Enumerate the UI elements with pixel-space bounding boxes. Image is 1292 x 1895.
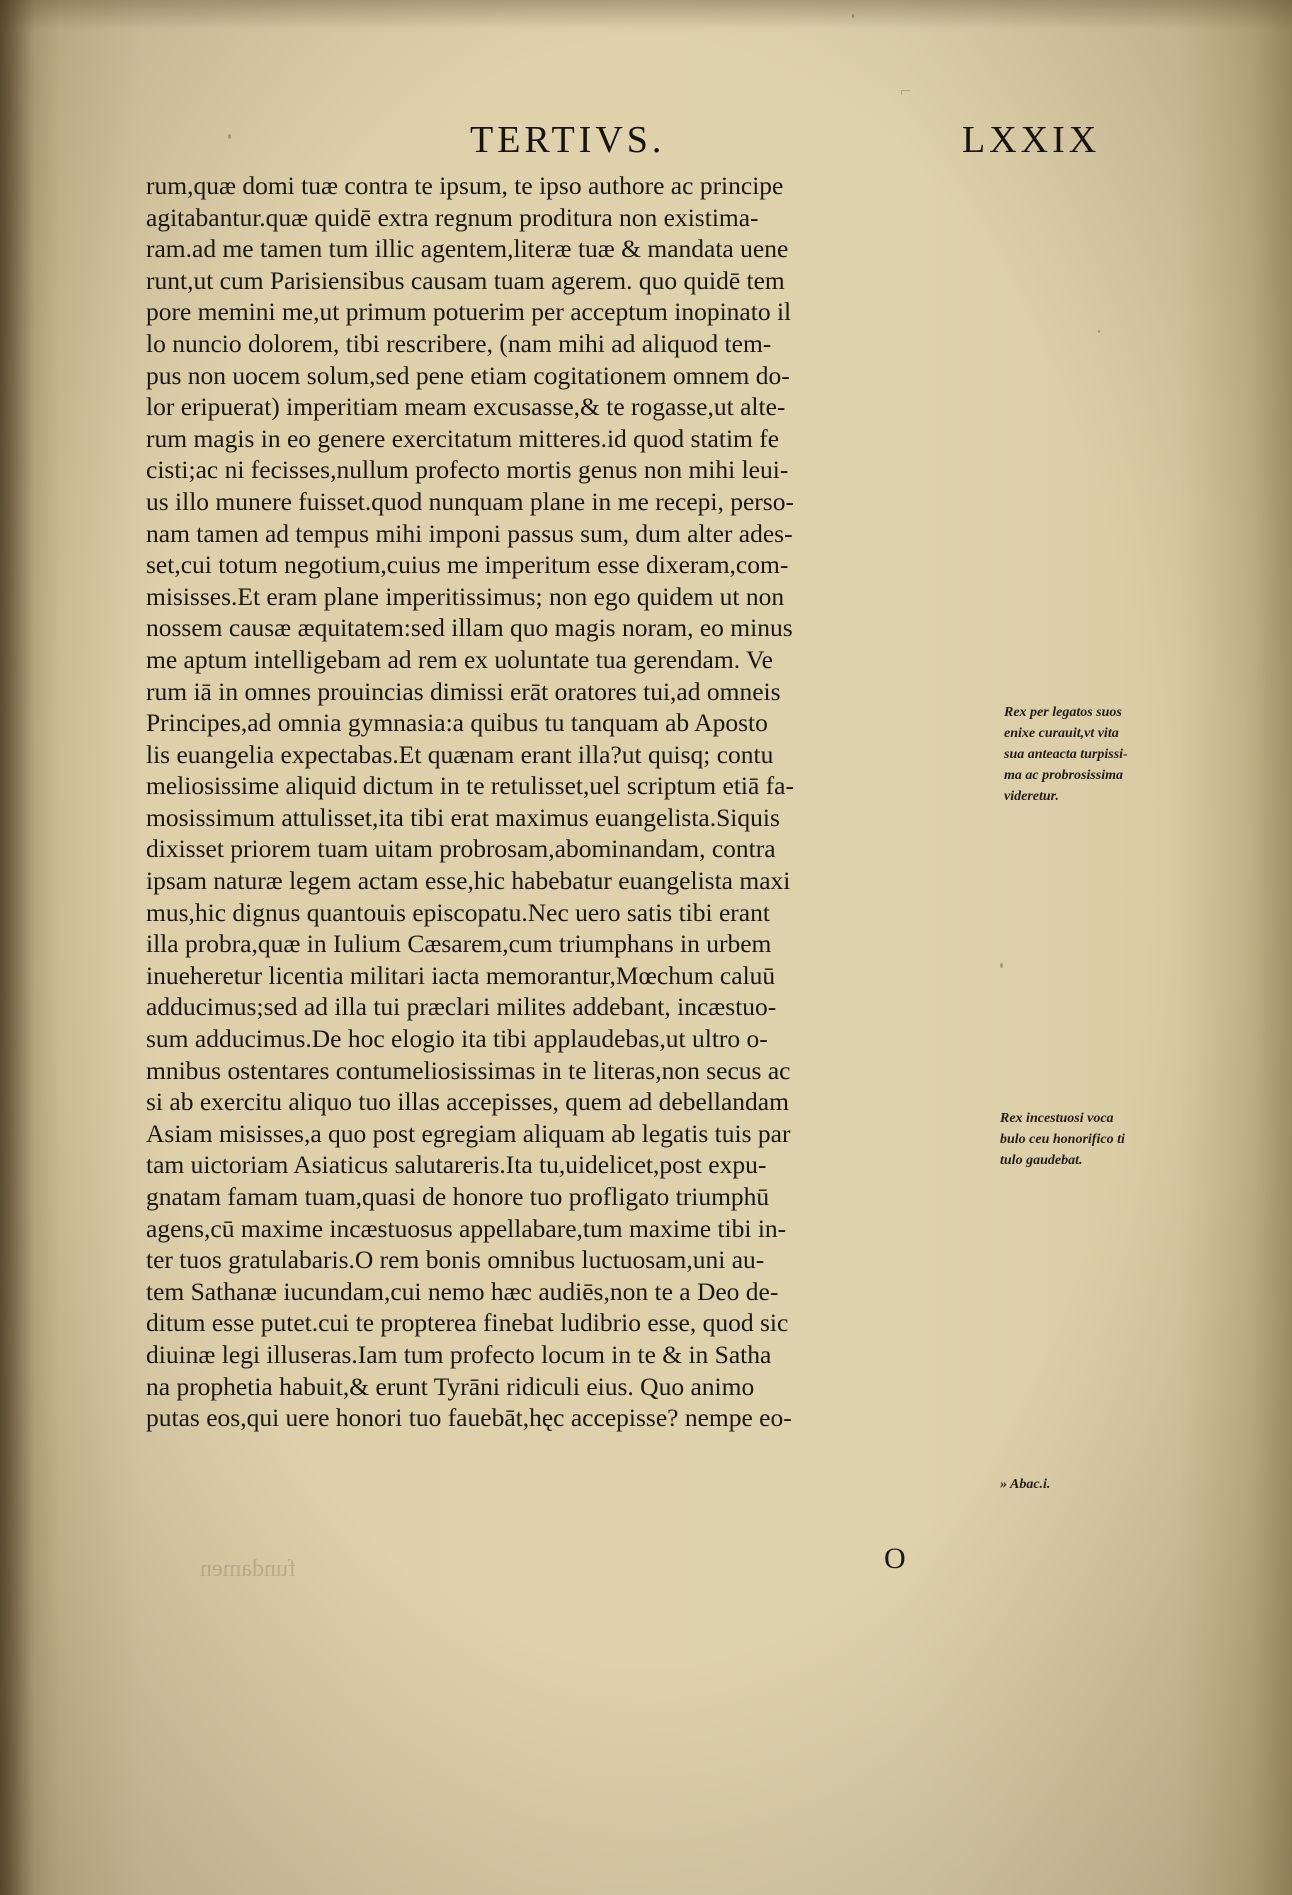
text-line: si ab exercitu aliquo tuo illas accepisses, quem ad debellandam bbox=[146, 1087, 789, 1117]
text-line: me aptum intelligebam ad rem ex uoluntate tua gerendam. Ve bbox=[146, 644, 773, 674]
text-line: cisti;ac ni fecisses,nullum profecto mortis genus non mihi leui- bbox=[146, 455, 789, 485]
text-line: lo nuncio dolorem, tibi rescribere, (nam mihi ad aliquod tem- bbox=[146, 328, 772, 358]
text-line: pore memini me,ut primum potuerim per acceptum inopinato il bbox=[146, 297, 792, 327]
text-line: mosissimum attulisset,ita tibi erat maximus euangelista.Siquis bbox=[146, 802, 780, 832]
text-line: rum magis in eo genere exercitatum mitteres.id quod statim fe bbox=[146, 423, 780, 453]
text-line: set,cui totum negotium,cuius me imperitum esse dixeram,com- bbox=[146, 550, 789, 580]
body-text bbox=[146, 170, 986, 1434]
text-line: mnibus ostentares contumeliosissimas in te literas,non secus ac bbox=[146, 1055, 791, 1085]
marginal-note-line: sua anteacta turpissi- bbox=[1004, 747, 1128, 762]
marginal-reference: » Abac.i. bbox=[1000, 1477, 1051, 1492]
text-line: misisses.Et eram plane imperitissimus; non ego quidem ut non bbox=[146, 581, 785, 611]
text-line: ditum esse putet.cui te propterea finebat ludibrio esse, quod sic bbox=[146, 1308, 789, 1338]
text-line: illa probra,quæ in Iulium Cæsarem,cum triumphans in urbem bbox=[146, 929, 772, 959]
ink-mark: ⌐ bbox=[900, 80, 912, 102]
text-line: ter tuos gratulabaris.O rem bonis omnibus luctuosam,uni au- bbox=[146, 1245, 765, 1275]
paper-fleck bbox=[852, 14, 854, 18]
top-edge-shadow bbox=[0, 0, 1292, 30]
text-line: agitabantur.quæ quidē extra regnum proditura non existima- bbox=[146, 202, 759, 232]
text-line: us illo munere fuisset.quod nunquam plane in me recepi, perso- bbox=[146, 486, 794, 516]
text-line: gnatam famam tuam,quasi de honore tuo profligato triumphū bbox=[146, 1182, 770, 1211]
text-line: ram.ad me tamen tum illic agentem,literæ tuæ & mandata uene bbox=[146, 234, 789, 264]
marginal-note bbox=[1004, 702, 1128, 807]
text-line: rum,quæ domi tuæ contra te ipsum, te ipso authore ac principe bbox=[146, 171, 784, 200]
bleed-through-text: fundamen bbox=[200, 1556, 296, 1582]
text-line: agens,cū maxime incæstuosus appellabare,tum maxime tibi in- bbox=[146, 1213, 787, 1243]
marginal-note-line: Rex incestuosi voca bbox=[1000, 1111, 1114, 1126]
text-line: nossem causæ æquitatem:sed illam quo magis noram, eo minus bbox=[146, 613, 793, 643]
marginal-note-line: ma ac probrosissima bbox=[1004, 768, 1124, 783]
text-line: tam uictoriam Asiaticus salutareris.Ita tu,uidelicet,post expu- bbox=[146, 1150, 767, 1180]
marginal-note bbox=[1000, 1108, 1125, 1171]
text-line: putas eos,qui uere honori tuo fauebāt,hęc accepisse? nempe eo- bbox=[146, 1403, 792, 1433]
marginal-note-line: bulo ceu honorifico ti bbox=[1000, 1132, 1125, 1147]
paper-fleck bbox=[1098, 330, 1100, 333]
text-line: lis euangelia expectabas.Et quænam erant illa?ut quisq; contu bbox=[146, 739, 774, 769]
text-line: adducimus;sed ad illa tui præclari milites addebant, incæstuo- bbox=[146, 992, 777, 1022]
gutter-shadow bbox=[0, 0, 34, 1895]
text-line: dixisset priorem tuam uitam probrosam,abominandam, contra bbox=[146, 834, 776, 864]
catchword: O bbox=[884, 1542, 906, 1575]
marginal-note-line: Rex per legatos suos bbox=[1004, 705, 1122, 720]
text-line: tem Sathanæ iucundam,cui nemo hæc audiēs,non te a Deo de- bbox=[146, 1276, 779, 1306]
text-line: lor eripuerat) imperitiam meam excusasse,& te rogasse,ut alte- bbox=[146, 392, 786, 422]
text-line: nam tamen ad tempus mihi imponi passus sum, dum alter ades- bbox=[146, 518, 793, 548]
running-head: TERTIVS. bbox=[470, 119, 666, 161]
text-line: Principes,ad omnia gymnasia:a quibus tu tanquam ab Aposto bbox=[146, 708, 768, 738]
folio-number: LXXIX bbox=[962, 119, 1101, 161]
text-line: mus,hic dignus quantouis episcopatu.Nec uero satis tibi erant bbox=[146, 897, 770, 927]
text-line: diuinæ legi illuseras.Iam tum profecto locum in te & in Satha bbox=[146, 1339, 772, 1369]
text-line: rum iā in omnes prouincias dimissi erāt oratores tui,ad omneis bbox=[146, 676, 781, 706]
text-line: inueheretur licentia militari iacta memorantur,Mœchum caluū bbox=[146, 960, 776, 990]
marginal-note-line: enixe curauit,vt vita bbox=[1004, 726, 1119, 741]
text-line: ipsam naturæ legem actam esse,hic habebatur euangelista maxi bbox=[146, 866, 791, 896]
text-line: Asiam misisses,a quo post egregiam aliquam ab legatis tuis par bbox=[146, 1118, 791, 1148]
text-line: meliosissime aliquid dictum in te retulisset,uel scriptum etiā fa- bbox=[146, 771, 794, 801]
text-line: pus non uocem solum,sed pene etiam cogitationem omnem do- bbox=[146, 360, 790, 390]
marginal-note-line: tulo gaudebat. bbox=[1000, 1153, 1083, 1168]
text-line: sum adducimus.De hoc elogio ita tibi applaudebas,ut ultro o- bbox=[146, 1024, 768, 1054]
text-line: runt,ut cum Parisiensibus causam tuam agerem. quo quidē tem bbox=[146, 265, 785, 295]
paper-fleck bbox=[1000, 963, 1003, 968]
text-line: na prophetia habuit,& erunt Tyrāni ridiculi eius. Quo animo bbox=[146, 1371, 755, 1401]
paper-fleck bbox=[228, 134, 231, 139]
marginal-note-line: videretur. bbox=[1004, 789, 1059, 804]
